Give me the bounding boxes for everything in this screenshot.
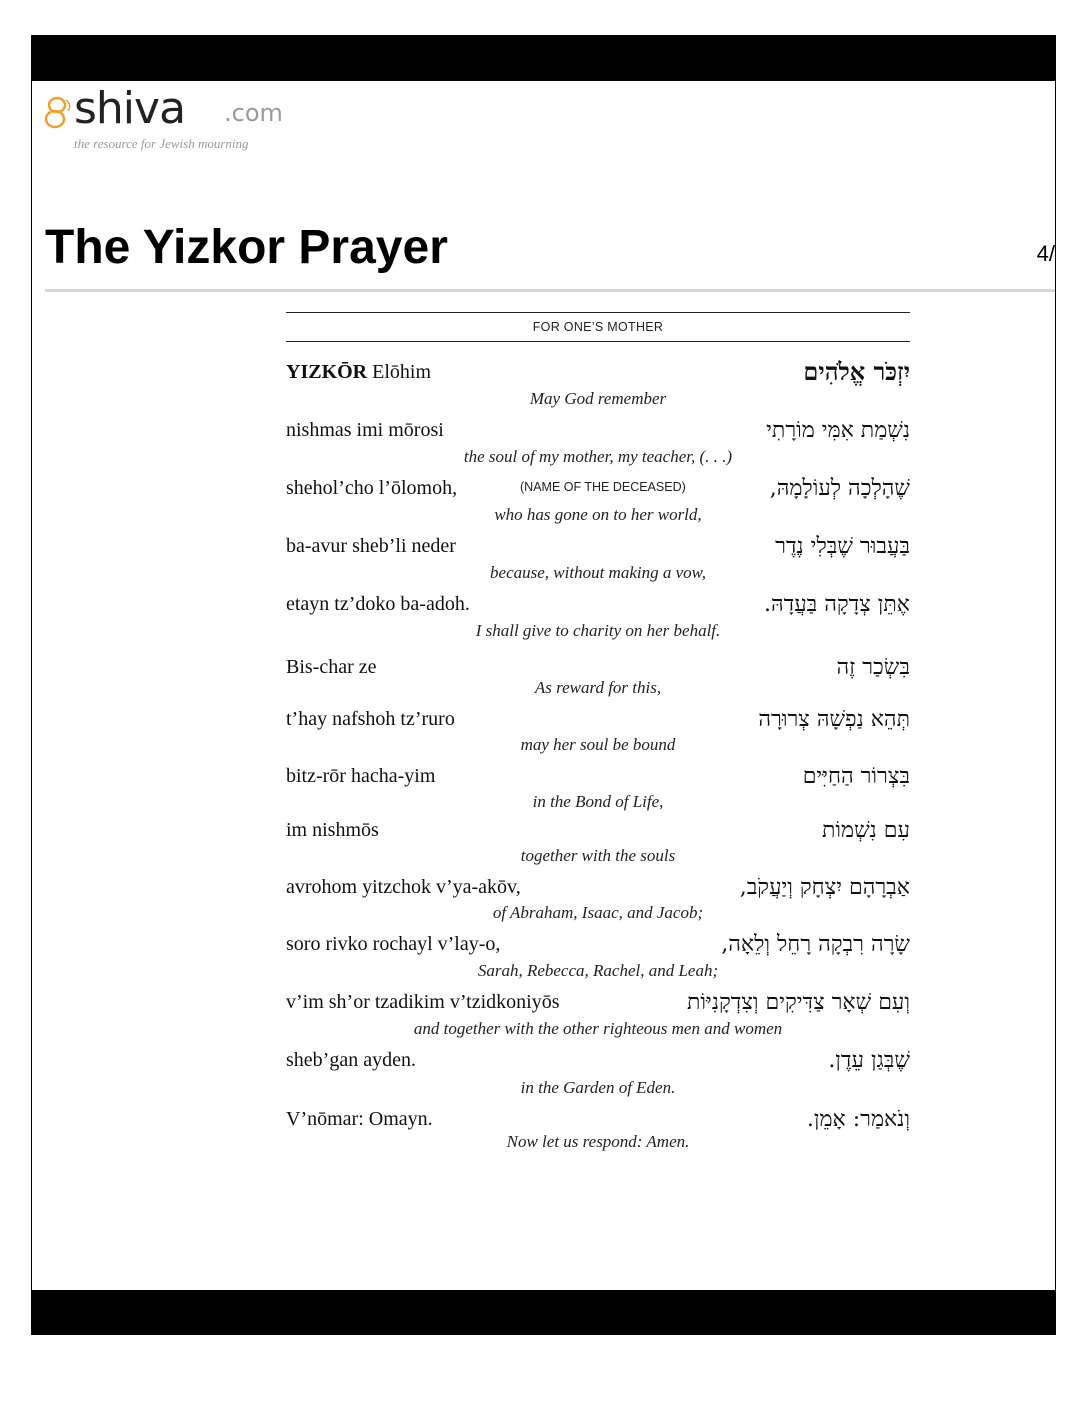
hebrew-text: יִזְכֹּר אֱלֹהִים (803, 357, 910, 386)
butterfly-logo-icon (44, 95, 74, 131)
transliteration: t’hay nafshoh tz’ruro (286, 707, 455, 730)
prayer-line (286, 358, 910, 386)
logo-wordmark: shiva (74, 83, 186, 134)
hebrew-text: שֶׁהָלְכָה לְעוֹלָמָהּ, (769, 476, 910, 501)
prayer-line (286, 532, 910, 560)
prayer-line (286, 705, 910, 733)
hebrew-text: נִשְׁמַת אִמִּי מוֹרָתִי (766, 418, 910, 443)
prayer-line (286, 930, 910, 958)
english-translation: who has gone on to her world, (494, 505, 702, 524)
transliteration: bitz-rōr hacha-yim (286, 764, 436, 787)
english-translation: in the Garden of Eden. (520, 1078, 676, 1097)
english-translation: As reward for this, (534, 678, 662, 697)
prayer-line (286, 1046, 910, 1074)
transliteration (286, 361, 431, 384)
hebrew-text: תְּהֵא נַפְשָׁהּ צְרוּרָה (758, 707, 910, 732)
english-translation: Sarah, Rebecca, Rachel, and Leah; (477, 961, 719, 980)
english-translation: I shall give to charity on her behalf. (475, 621, 721, 640)
slide-frame (31, 35, 1056, 1335)
prayer-line (286, 816, 910, 844)
hebrew-text: וְנֹאמַר: אָמֵן. (806, 1107, 910, 1132)
transliteration: v’im sh’or tzadikim v’tzidkoniyōs (286, 990, 560, 1013)
prayer-line (286, 474, 910, 502)
hebrew-text: בִּשְׂכַר זֶה (836, 655, 910, 680)
transliteration-bold: YIZKŌR (286, 360, 368, 383)
english-translation: Now let us respond: Amen. (506, 1132, 690, 1151)
english-translation: in the Bond of Life, (532, 792, 664, 811)
hebrew-text: אֶתֵּן צְדָקָה בַּעֲדָהּ. (763, 592, 910, 617)
top-black-bar (32, 35, 1055, 81)
prayer-lines (286, 342, 910, 1182)
hebrew-text: שֶׁבְּגַן עֵדֶן. (828, 1048, 910, 1073)
page-title: The Yizkor Prayer (45, 221, 448, 274)
bottom-black-bar (32, 1290, 1055, 1335)
prayer-block (286, 312, 910, 1182)
hebrew-text: שָׂרָה רִבְקָה רָחֵל וְלֵאָה, (721, 932, 910, 957)
prayer-line (286, 988, 910, 1016)
transliteration: sheb’gan ayden. (286, 1048, 416, 1071)
hebrew-text: בַּעֲבוּר שֶׁבְּלִי נֶדֶר (775, 534, 910, 559)
logo-tagline: the resource for Jewish mourning (74, 136, 249, 151)
transliteration: V’nōmar: Omayn. (286, 1107, 433, 1130)
hebrew-text: בִּצְרוֹר הַחַיִּים (802, 764, 910, 789)
transliteration: nishmas imi mōrosi (286, 418, 444, 441)
hebrew-text: אַבְרָהָם יִצְחָק וְיַעֲקֹב, (739, 875, 910, 900)
prayer-line (286, 762, 910, 790)
section-heading: FOR ONE’S MOTHER (532, 320, 664, 334)
transliteration: avrohom yitzchok v’ya-akōv, (286, 875, 521, 898)
transliteration: im nishmōs (286, 818, 379, 841)
transliteration: Bis-char ze (286, 655, 377, 678)
prayer-line (286, 1105, 910, 1133)
english-translation: the soul of my mother, my teacher, (. . .) (463, 447, 733, 466)
transliteration-text: Elōhim (367, 360, 432, 383)
english-translation: together with the souls (520, 846, 676, 865)
transliteration: shehol’cho l’ōlomoh, (286, 476, 458, 499)
transliteration: ba-avur sheb’li neder (286, 534, 456, 557)
hebrew-text: עִם נִשְׁמוֹת (822, 818, 910, 843)
page-number: 4/ (1036, 241, 1055, 266)
logo-domain-suffix: .com (224, 99, 283, 127)
english-translation: and together with the other righteous men and women (413, 1019, 783, 1038)
transliteration: soro rivko rochayl v’lay-o, (286, 932, 501, 955)
title-divider (45, 289, 1055, 292)
english-translation: may her soul be bound (520, 735, 676, 754)
prayer-line (286, 590, 910, 618)
english-translation: because, without making a vow, (490, 563, 706, 582)
hebrew-text: וְעִם שְׁאָר צַדִּיקִים וְצִדְקָנִיּוֹת (687, 990, 910, 1015)
transliteration: etayn tz’doko ba-adoh. (286, 592, 470, 615)
deceased-name-placeholder: (NAME OF THE DECEASED) (520, 480, 686, 494)
english-translation: May God remember (529, 389, 667, 408)
prayer-line (286, 873, 910, 901)
shiva-logo[interactable] (44, 83, 304, 159)
english-translation: of Abraham, Isaac, and Jacob; (492, 903, 704, 922)
prayer-line (286, 416, 910, 444)
